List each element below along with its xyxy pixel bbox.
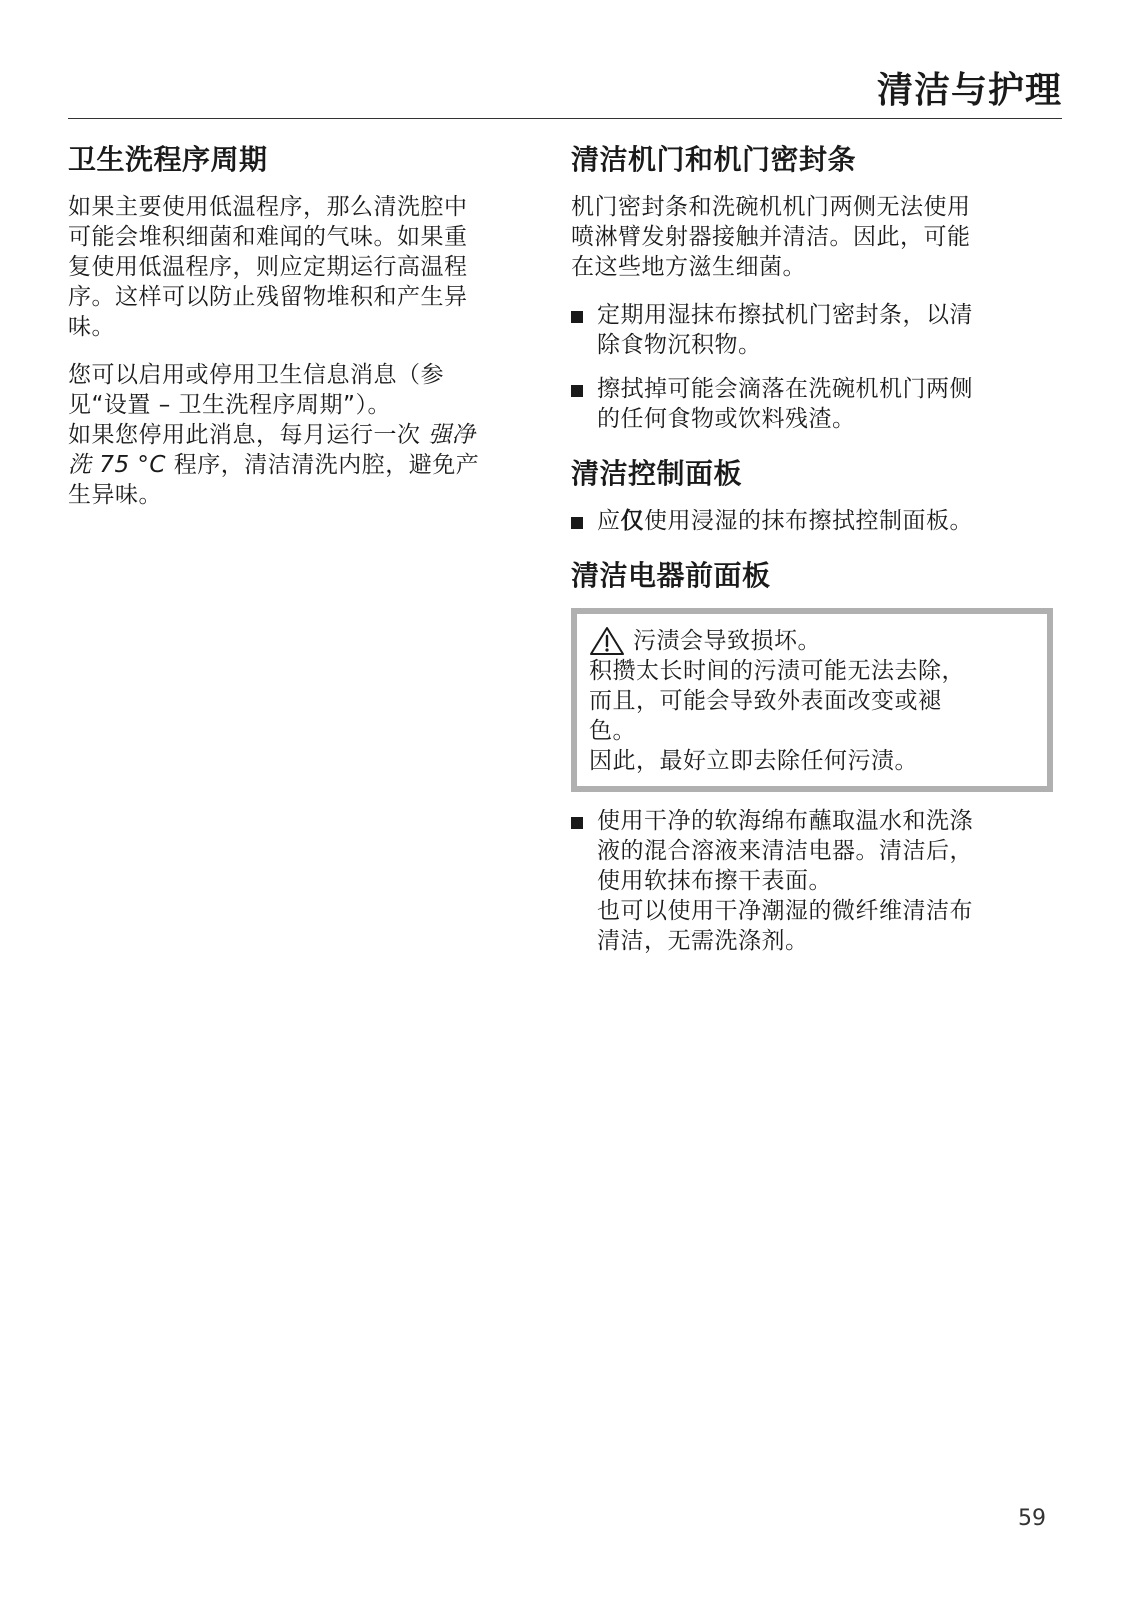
text-line: 味。 (68, 314, 115, 340)
bullet-square-icon (571, 385, 583, 397)
warning-text-line: 因此，最好立即去除任何污渍。 (589, 748, 918, 774)
warning-header (589, 626, 1035, 656)
warning-title: 污渍会导致损坏。 (633, 628, 821, 654)
bullet-square-icon (571, 517, 583, 529)
text-line: 使用干净的软海绵布蘸取温水和洗涤 (597, 808, 973, 834)
left-column (68, 140, 538, 528)
text-line: 在这些地方滋生细菌。 (571, 254, 806, 280)
text-segment: 程序，清洁清洗内腔，避免产 (165, 452, 480, 478)
text-line: 除食物沉积物。 (597, 332, 762, 358)
hygiene-paragraph-2 (68, 360, 538, 510)
warning-triangle-icon (589, 626, 625, 656)
text-line: 可能会堆积细菌和难闻的气味。如果重 (68, 224, 468, 250)
text-line: 也可以使用干净潮湿的微纤维清洁布 (597, 898, 973, 924)
section-heading-door-seal: 清洁机门和机门密封条 (571, 143, 857, 176)
warning-text-line: 积攒太长时间的污渍可能无法去除， (589, 658, 965, 684)
program-name-italic: 洗 75 °C (68, 452, 166, 478)
text-line (597, 506, 1053, 536)
text-line: 如果主要使用低温程序，那么清洗腔中 (68, 194, 468, 220)
text-line: 生异味。 (68, 482, 162, 508)
text-line: 机门密封条和洗碗机机门两侧无法使用 (571, 194, 971, 220)
list-item (571, 300, 1053, 360)
text-line: 您可以启用或停用卫生信息消息（参 (68, 362, 444, 388)
section-heading-hygiene-cycle: 卫生洗程序周期 (68, 143, 268, 176)
text-segment: 如果您停用此消息，每月运行一次 (68, 422, 429, 448)
list-item (571, 374, 1053, 434)
program-name-italic: 强净 (428, 422, 476, 448)
header-divider (68, 118, 1062, 119)
text-line: 序。这样可以防止残留物堆积和产生异 (68, 284, 468, 310)
page-number: 59 (1018, 1506, 1046, 1531)
section-heading-control-panel: 清洁控制面板 (571, 457, 743, 490)
bullet-square-icon (571, 817, 583, 829)
text-line: 定期用湿抹布擦拭机门密封条，以清 (597, 302, 973, 328)
list-item (571, 806, 1053, 956)
text-line: 液的混合溶液来清洁电器。清洁后， (597, 838, 973, 864)
list-item (571, 506, 1053, 536)
text-line (68, 450, 538, 480)
text-line: 的任何食物或饮料残渣。 (597, 406, 856, 432)
page-header-title: 清洁与护理 (876, 70, 1062, 111)
text-line: 使用软抹布擦干表面。 (597, 868, 832, 894)
text-segment: 使用浸湿的抹布擦拭控制面板。 (644, 508, 973, 534)
text-line: 复使用低温程序，则应定期运行高温程 (68, 254, 468, 280)
door-seal-paragraph (571, 192, 1053, 282)
warning-text-line: 色。 (589, 718, 636, 744)
right-column (571, 140, 1053, 970)
warning-box (571, 608, 1053, 792)
bullet-square-icon (571, 311, 583, 323)
text-line (68, 420, 538, 450)
text-line: 喷淋臂发射器接触并清洁。因此，可能 (571, 224, 971, 250)
text-line: 擦拭掉可能会滴落在洗碗机机门两侧 (597, 376, 973, 402)
warning-text-line: 而且，可能会导致外表面改变或褪 (589, 688, 942, 714)
text-line: 清洁，无需洗涤剂。 (597, 928, 809, 954)
text-segment: 应 (597, 508, 621, 534)
emphasis-bold: 仅 (620, 508, 644, 534)
section-heading-front-panel: 清洁电器前面板 (571, 559, 771, 592)
text-line: 见“设置 – 卫生洗程序周期”）。 (68, 392, 391, 418)
hygiene-paragraph-1 (68, 192, 538, 342)
